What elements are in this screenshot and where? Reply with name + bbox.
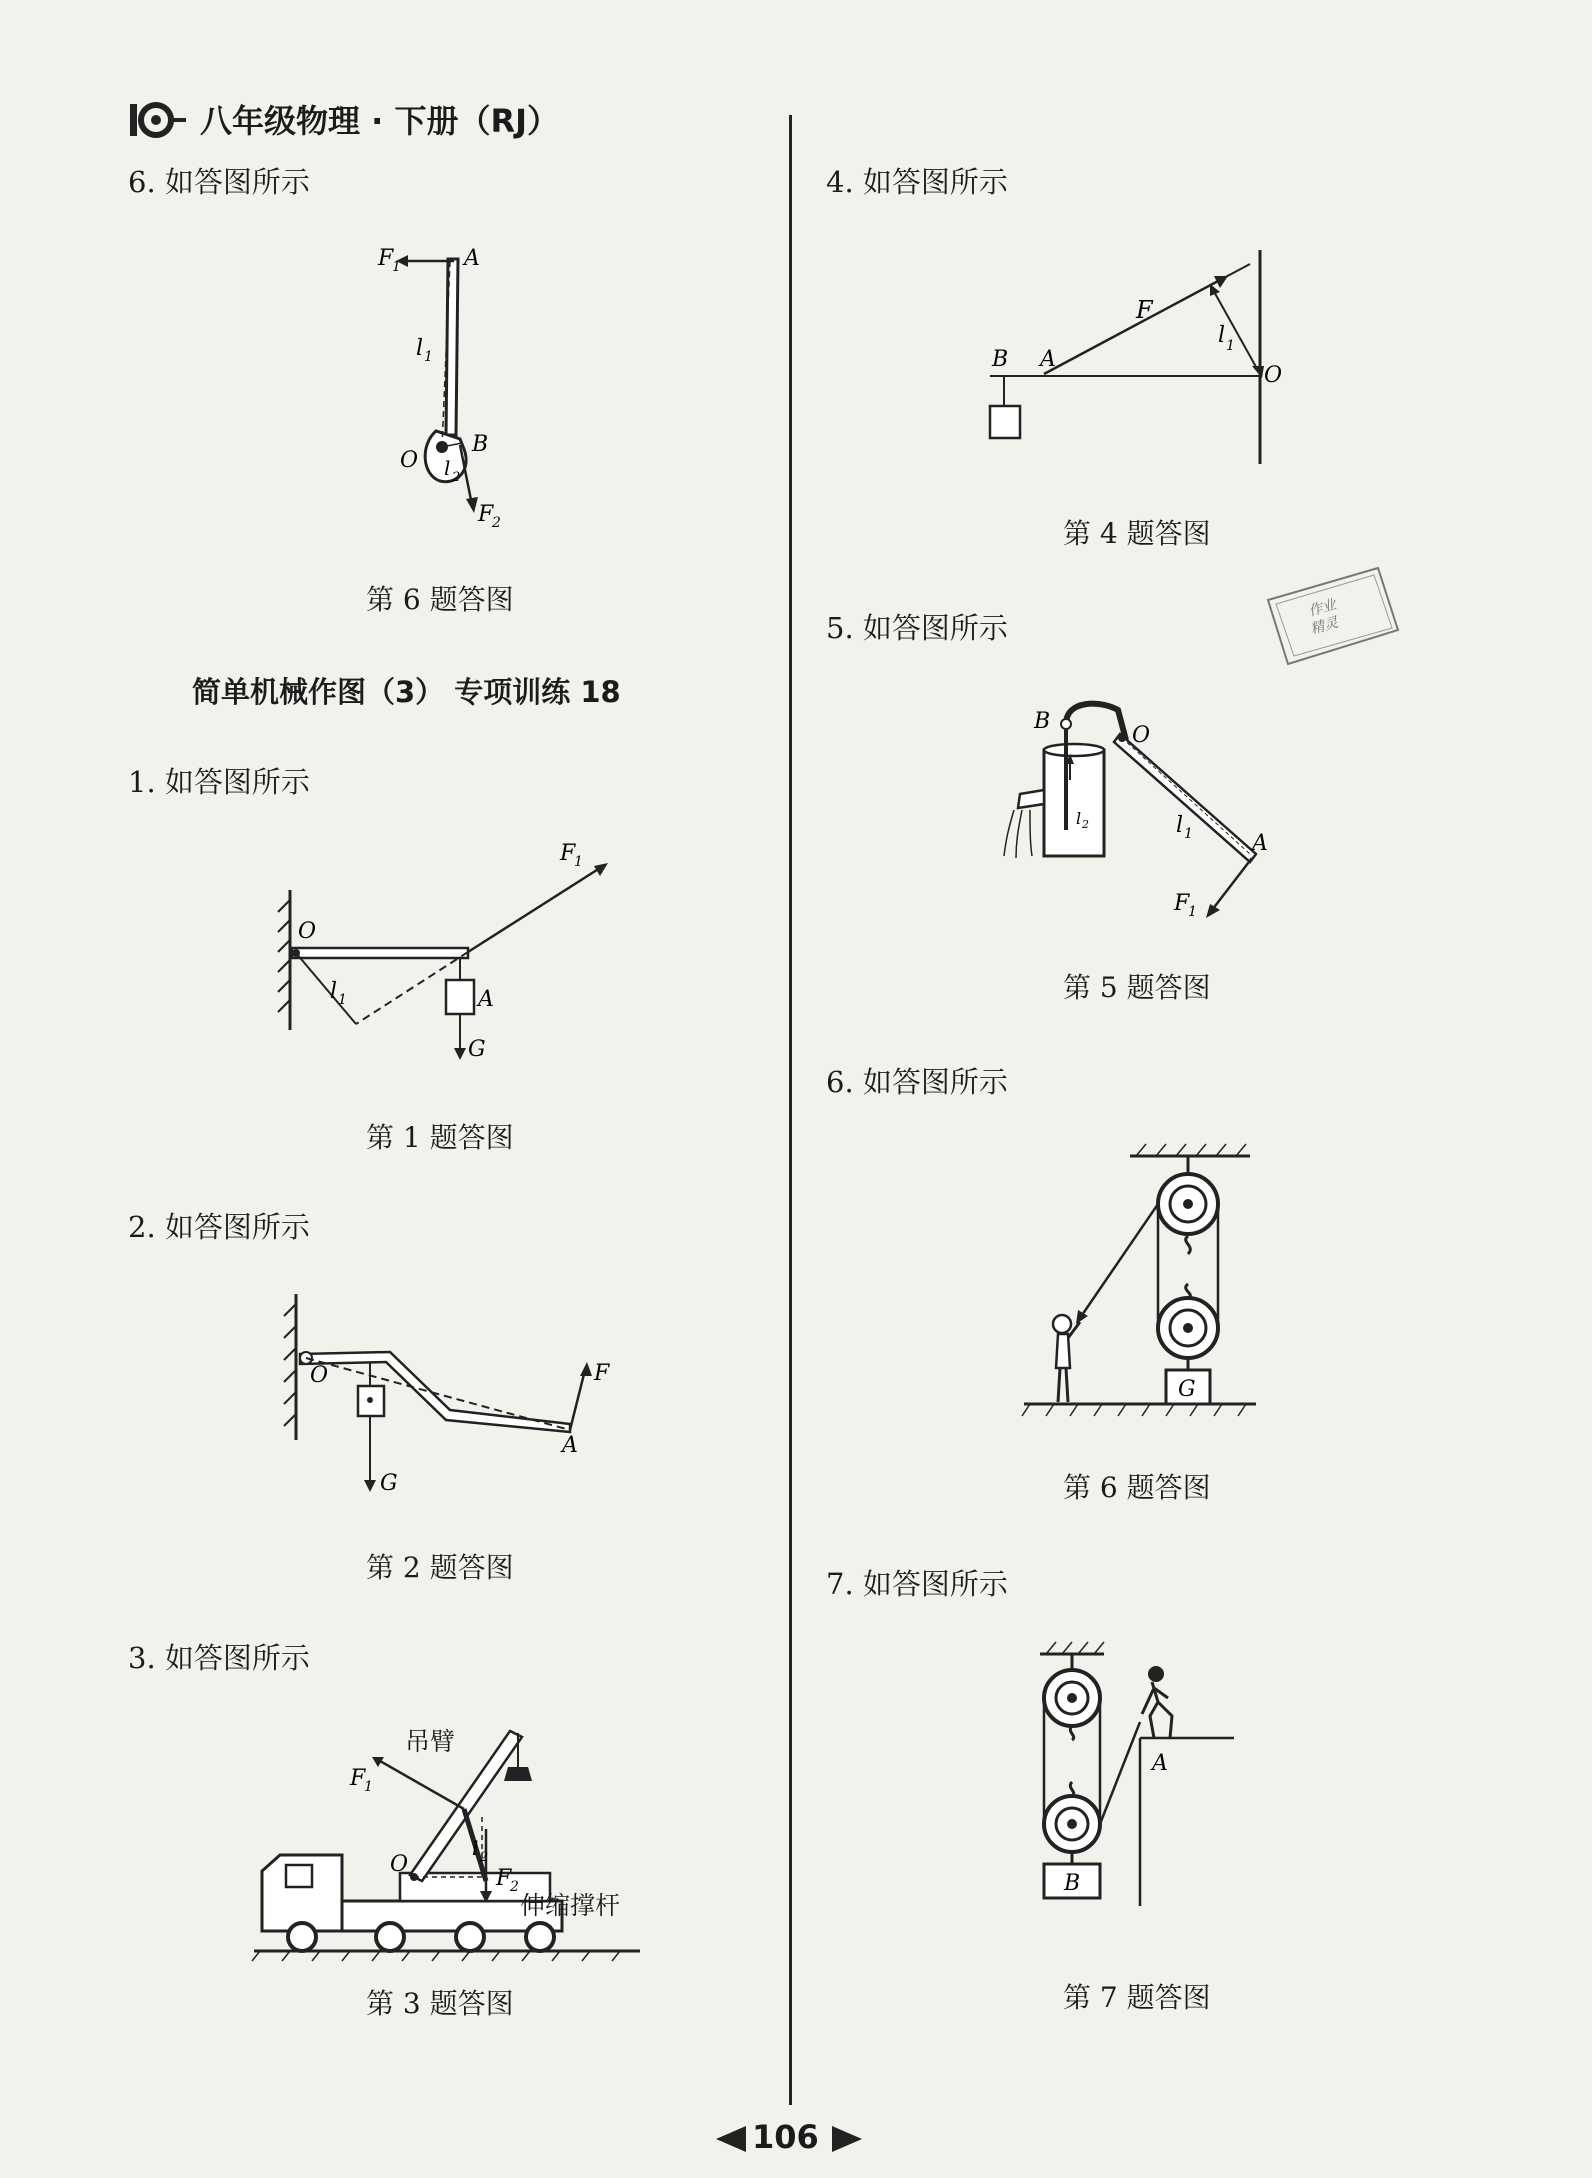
- right-q5-item: 5. 如答图所示: [826, 611, 1008, 645]
- page-number: 106: [752, 2118, 819, 2156]
- svg-text:1: 1: [392, 259, 401, 275]
- svg-text:l: l: [330, 979, 338, 1004]
- svg-text:A: A: [478, 987, 494, 1012]
- page-number-right-arrow: [830, 2124, 866, 2158]
- svg-text:1: 1: [1184, 826, 1193, 842]
- right-q4-caption: 第 4 题答图: [1063, 517, 1211, 550]
- left-q1-caption: 第 1 题答图: [366, 1121, 514, 1154]
- left-q6-item: 6. 如答图所示: [128, 165, 310, 199]
- left-q3-item: 3. 如答图所示: [128, 1641, 310, 1675]
- right-q6-caption: 第 6 题答图: [1063, 1471, 1211, 1504]
- svg-text:l: l: [416, 336, 424, 361]
- right-q6-item: 6. 如答图所示: [826, 1065, 1008, 1099]
- svg-text:B: B: [992, 347, 1009, 372]
- svg-text:1: 1: [574, 854, 583, 870]
- figure-right-q6-pulleys: [1020, 1142, 1280, 1432]
- left-q3-caption: 第 3 题答图: [366, 1987, 514, 2020]
- figure-right-q7-pulleys: [1030, 1640, 1240, 1940]
- svg-text:l: l: [444, 456, 451, 480]
- svg-text:1: 1: [338, 992, 347, 1008]
- svg-text:B: B: [472, 432, 489, 457]
- figure-left-q1-lever: [270, 830, 630, 1080]
- svg-text:1: 1: [1188, 904, 1197, 920]
- svg-text:2: 2: [510, 1879, 519, 1895]
- svg-text:O: O: [310, 1363, 329, 1388]
- svg-text:2: 2: [492, 515, 501, 531]
- left-q2-caption: 第 2 题答图: [366, 1551, 514, 1584]
- svg-text:1: 1: [364, 1779, 373, 1795]
- svg-text:2: 2: [452, 470, 461, 485]
- svg-text:B: B: [1034, 709, 1051, 734]
- svg-text:A: A: [1040, 347, 1056, 372]
- svg-text:1: 1: [1226, 338, 1235, 354]
- svg-text:A: A: [562, 1433, 578, 1458]
- right-q5-caption: 第 5 题答图: [1063, 971, 1211, 1004]
- left-q3-label-strut: 伸缩撑杆: [520, 1891, 621, 1920]
- column-divider: [789, 115, 792, 2105]
- svg-text:F: F: [378, 246, 394, 271]
- left-q2-item: 2. 如答图所示: [128, 1210, 310, 1244]
- header-logo-icon: [128, 98, 188, 146]
- page-number-left-arrow: [712, 2124, 748, 2158]
- right-q7-caption: 第 7 题答图: [1063, 1981, 1211, 2014]
- stamp-line2: 精灵: [1308, 614, 1341, 638]
- svg-text:l: l: [1076, 809, 1082, 828]
- svg-text:2: 2: [1082, 818, 1089, 831]
- right-q7-item: 7. 如答图所示: [826, 1567, 1008, 1601]
- svg-text:O: O: [1264, 363, 1283, 388]
- figure-right-q4-lever: [980, 240, 1300, 480]
- svg-text:O: O: [1132, 723, 1151, 748]
- svg-text:F: F: [496, 1866, 512, 1891]
- left-q6-caption: 第 6 题答图: [366, 583, 514, 616]
- svg-text:F: F: [478, 502, 494, 527]
- svg-text:O: O: [390, 1852, 409, 1877]
- svg-text:O: O: [298, 919, 317, 944]
- svg-text:B: B: [1064, 1871, 1081, 1896]
- svg-text:l: l: [1218, 323, 1226, 348]
- section-title: 简单机械作图（3） 专项训练 18: [192, 675, 621, 709]
- left-q3-label-boom: 吊臂: [405, 1727, 456, 1756]
- svg-text:F: F: [1136, 296, 1153, 324]
- stamp-line1: 作业: [1306, 596, 1339, 620]
- left-q1-item: 1. 如答图所示: [128, 765, 310, 799]
- svg-text:G: G: [1178, 1377, 1196, 1402]
- svg-text:G: G: [468, 1037, 486, 1062]
- svg-text:F: F: [594, 1361, 610, 1386]
- svg-text:2: 2: [480, 1850, 489, 1865]
- svg-text:1: 1: [424, 349, 433, 365]
- svg-text:A: A: [1152, 1751, 1168, 1776]
- svg-text:A: A: [1252, 831, 1268, 856]
- svg-text:l: l: [1176, 813, 1184, 838]
- svg-text:A: A: [464, 246, 480, 271]
- svg-text:l: l: [472, 1836, 479, 1860]
- svg-text:F: F: [350, 1766, 366, 1791]
- figure-right-q5-pump: [1000, 690, 1290, 930]
- svg-text:G: G: [380, 1471, 398, 1496]
- svg-text:O: O: [400, 448, 419, 473]
- svg-text:F: F: [1174, 891, 1190, 916]
- svg-text:F: F: [560, 841, 576, 866]
- stamp-icon: [1258, 560, 1408, 670]
- figure-left-q6-wrench: [360, 235, 580, 550]
- book-title: 八年级物理 · 下册（RJ）: [200, 102, 559, 140]
- right-q4-item: 4. 如答图所示: [826, 165, 1008, 199]
- figure-left-q2-lever: [280, 1290, 620, 1510]
